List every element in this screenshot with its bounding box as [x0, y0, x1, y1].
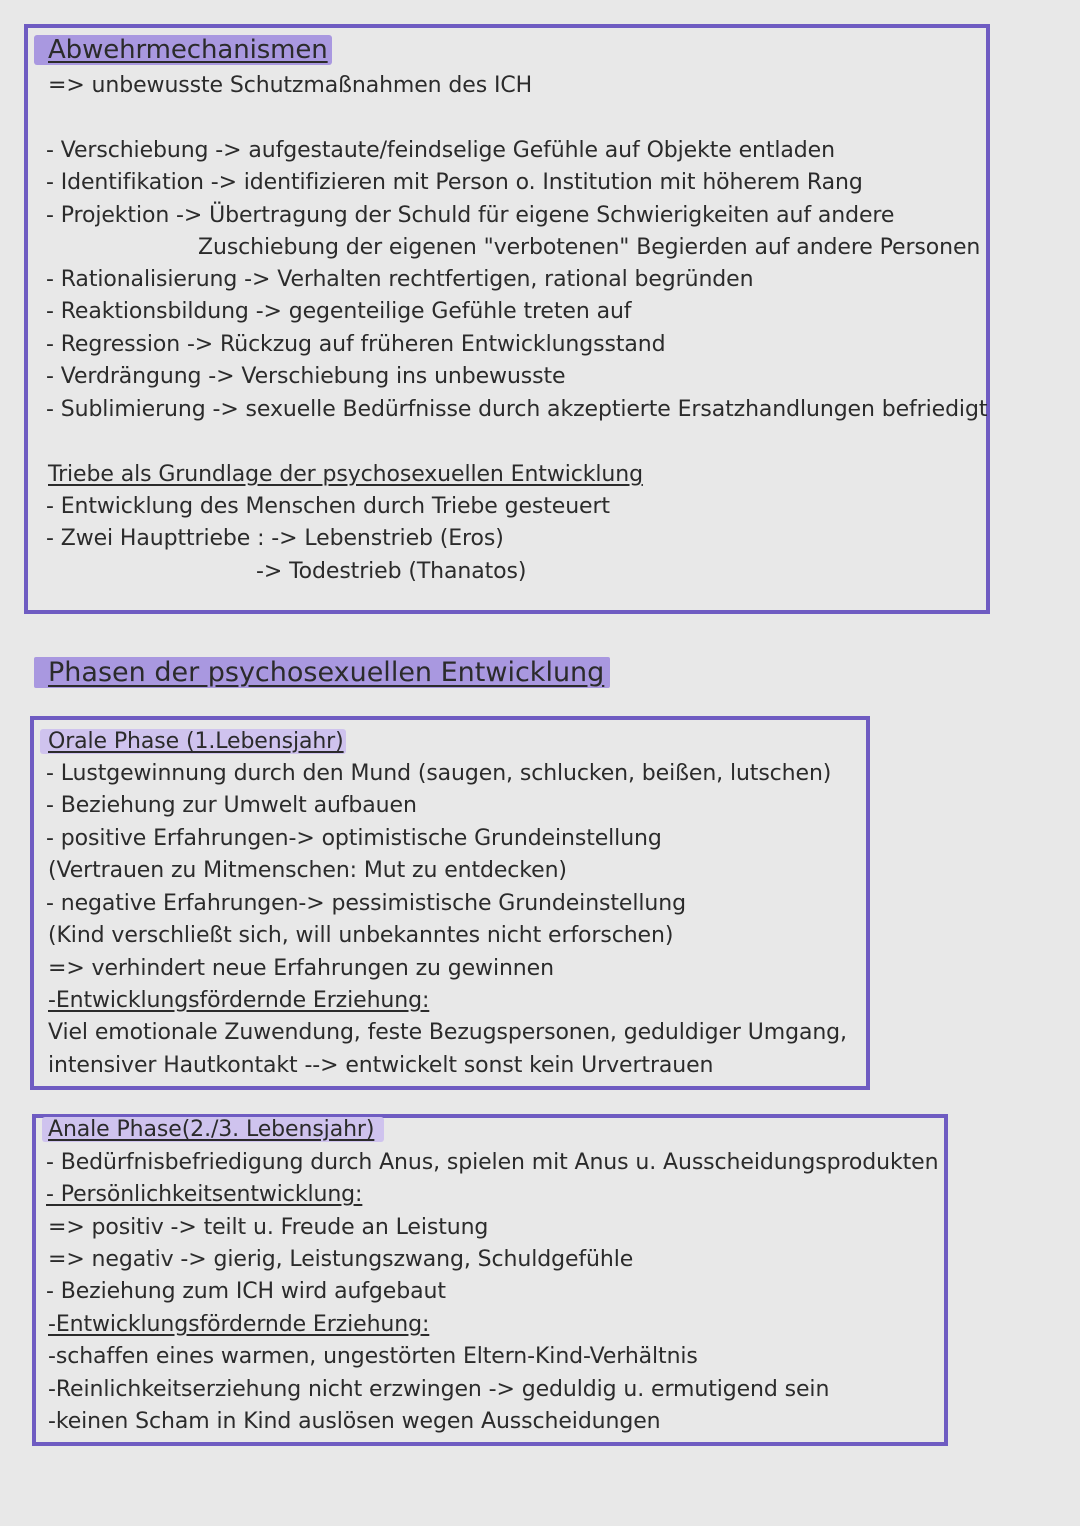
abwehrmechanismen-title-text: Abwehrmechanismen — [34, 35, 332, 65]
section-title — [34, 656, 610, 690]
oral-erziehung-item: intensiver Hautkontakt --> entwickelt sonst kein Urvertrauen — [48, 1053, 714, 1078]
abwehr-item: - Regression -> Rückzug auf früheren Entwicklungsstand — [46, 332, 666, 357]
abwehr-subtitle: => unbewusste Schutzmaßnahmen des ICH — [48, 73, 533, 98]
oral-item: (Kind verschließt sich, will unbekanntes nicht erforschen) — [48, 923, 674, 948]
abwehr-item: - Reaktionsbildung -> gegenteilige Gefühle treten auf — [46, 299, 632, 324]
abwehr-item: - Sublimierung -> sexuelle Bedürfnisse durch akzeptierte Ersatzhandlungen befriedigt — [46, 397, 988, 422]
oral-item: - Beziehung zur Umwelt aufbauen — [46, 793, 417, 818]
oral-item: => verhindert neue Erfahrungen zu gewinnen — [48, 956, 554, 981]
anal-erziehung-item: -keinen Scham in Kind auslösen wegen Ausscheidungen — [48, 1409, 661, 1434]
oral-erziehung-item: Viel emotionale Zuwendung, feste Bezugspersonen, geduldiger Umgang, — [48, 1020, 847, 1045]
oral-item: - Lustgewinnung durch den Mund (saugen, schlucken, beißen, lutschen) — [46, 761, 832, 786]
orale-phase-heading-text: Orale Phase (1.Lebensjahr) — [40, 729, 346, 754]
triebe-item: - Zwei Haupttriebe : -> Lebenstrieb (Eros) — [46, 526, 504, 551]
abwehr-item: - Verdrängung -> Verschiebung ins unbewusste — [46, 364, 566, 389]
abwehrmechanismen-title — [34, 34, 332, 66]
abwehr-item: - Verschiebung -> aufgestaute/feindselige Gefühle auf Objekte entladen — [46, 138, 835, 163]
anal-persoenlichkeit-heading: - Persönlichkeitsentwicklung: — [46, 1182, 363, 1207]
anal-erziehung-item: -schaffen eines warmen, ungestörten Eltern-Kind-Verhältnis — [48, 1344, 698, 1369]
anal-item: => positiv -> teilt u. Freude an Leistung — [48, 1215, 489, 1240]
abwehr-item: - Rationalisierung -> Verhalten rechtfertigen, rational begründen — [46, 267, 754, 292]
triebe-item: - Entwicklung des Menschen durch Triebe gesteuert — [46, 494, 610, 519]
oral-item: - negative Erfahrungen-> pessimistische Grundeinstellung — [46, 891, 686, 916]
oral-item: - positive Erfahrungen-> optimistische Grundeinstellung — [46, 826, 662, 851]
triebe-heading: Triebe als Grundlage der psychosexuellen Entwicklung — [48, 462, 643, 487]
orale-phase-heading — [40, 728, 346, 756]
anale-phase-heading-text: Anale Phase(2./3. Lebensjahr) — [42, 1117, 384, 1142]
abwehr-item: - Identifikation -> identifizieren mit Person o. Institution mit höherem Rang — [46, 170, 863, 195]
anal-item: - Bedürfnisbefriedigung durch Anus, spielen mit Anus u. Ausscheidungsprodukten — [46, 1150, 939, 1175]
anal-item: => negativ -> gierig, Leistungszwang, Schuldgefühle — [48, 1247, 634, 1272]
triebe-item-continuation: -> Todestrieb (Thanatos) — [256, 559, 527, 584]
section-title-text: Phasen der psychosexuellen Entwicklung — [34, 657, 610, 688]
abwehr-item-continuation: Zuschiebung der eigenen "verbotenen" Begierden auf andere Personen — [198, 235, 981, 260]
anale-phase-heading — [42, 1116, 384, 1144]
anal-item: - Beziehung zum ICH wird aufgebaut — [46, 1279, 446, 1304]
abwehr-item: - Projektion -> Übertragung der Schuld für eigene Schwierigkeiten auf andere — [46, 203, 895, 228]
oral-erziehung-heading: -Entwicklungsfördernde Erziehung: — [48, 988, 430, 1013]
anal-erziehung-heading: -Entwicklungsfördernde Erziehung: — [48, 1312, 430, 1337]
anal-erziehung-item: -Reinlichkeitserziehung nicht erzwingen -> geduldig u. ermutigend sein — [48, 1377, 830, 1402]
oral-item: (Vertrauen zu Mitmenschen: Mut zu entdecken) — [48, 858, 567, 883]
